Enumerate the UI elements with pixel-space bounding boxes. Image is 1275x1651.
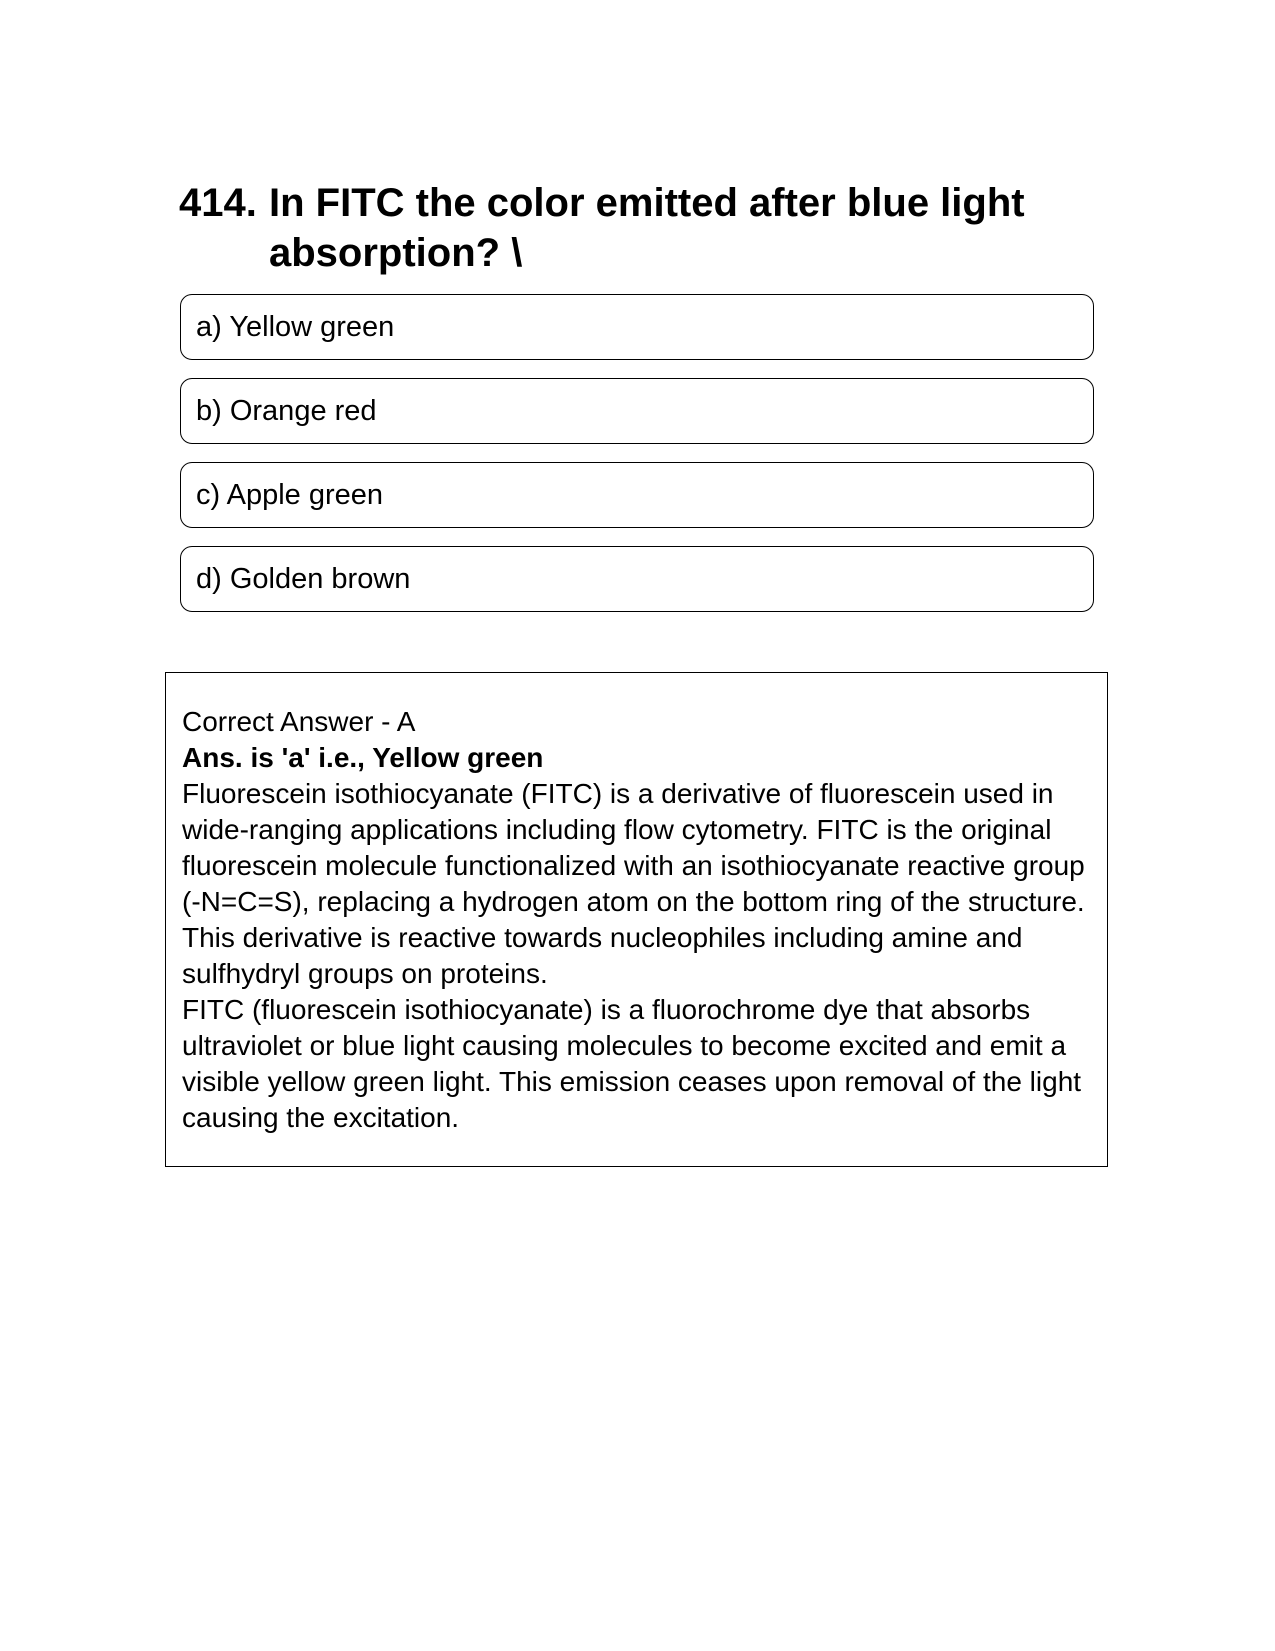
question-number: 414. [179,181,257,225]
question-text: In FITC the color emitted after blue light absorption? \ [269,181,1025,275]
explanation-paragraph-2: FITC (fluorescein isothiocyanate) is a fluorochrome dye that absorbs ultraviolet or blue light causing molecules to become excited and emit a visible yellow green light. This emission ceases upon removal of the light causing the excitation. [182,994,1082,1133]
answer-explanation-box [165,672,1108,1167]
question-heading [179,178,1099,278]
explanation-paragraph-1: Fluorescein isothiocyanate (FITC) is a derivative of fluorescein used in wide-ranging applications including flow cytometry. FITC is the original fluorescein molecule functionalized with an isothiocyanate reactive group (-N=C=S), replacing a hydrogen atom on the bottom ring of the structure. This derivative is reactive towards nucleophiles including amine and sulfhydryl groups on proteins. [182,778,1085,989]
option-d[interactable]: d) Golden brown [180,546,1094,612]
option-a[interactable]: a) Yellow green [180,294,1094,360]
option-b[interactable]: b) Orange red [180,378,1094,444]
option-c[interactable]: c) Apple green [180,462,1094,528]
answer-heading: Ans. is 'a' i.e., Yellow green [182,742,544,773]
correct-answer-line: Correct Answer - A [182,706,416,737]
